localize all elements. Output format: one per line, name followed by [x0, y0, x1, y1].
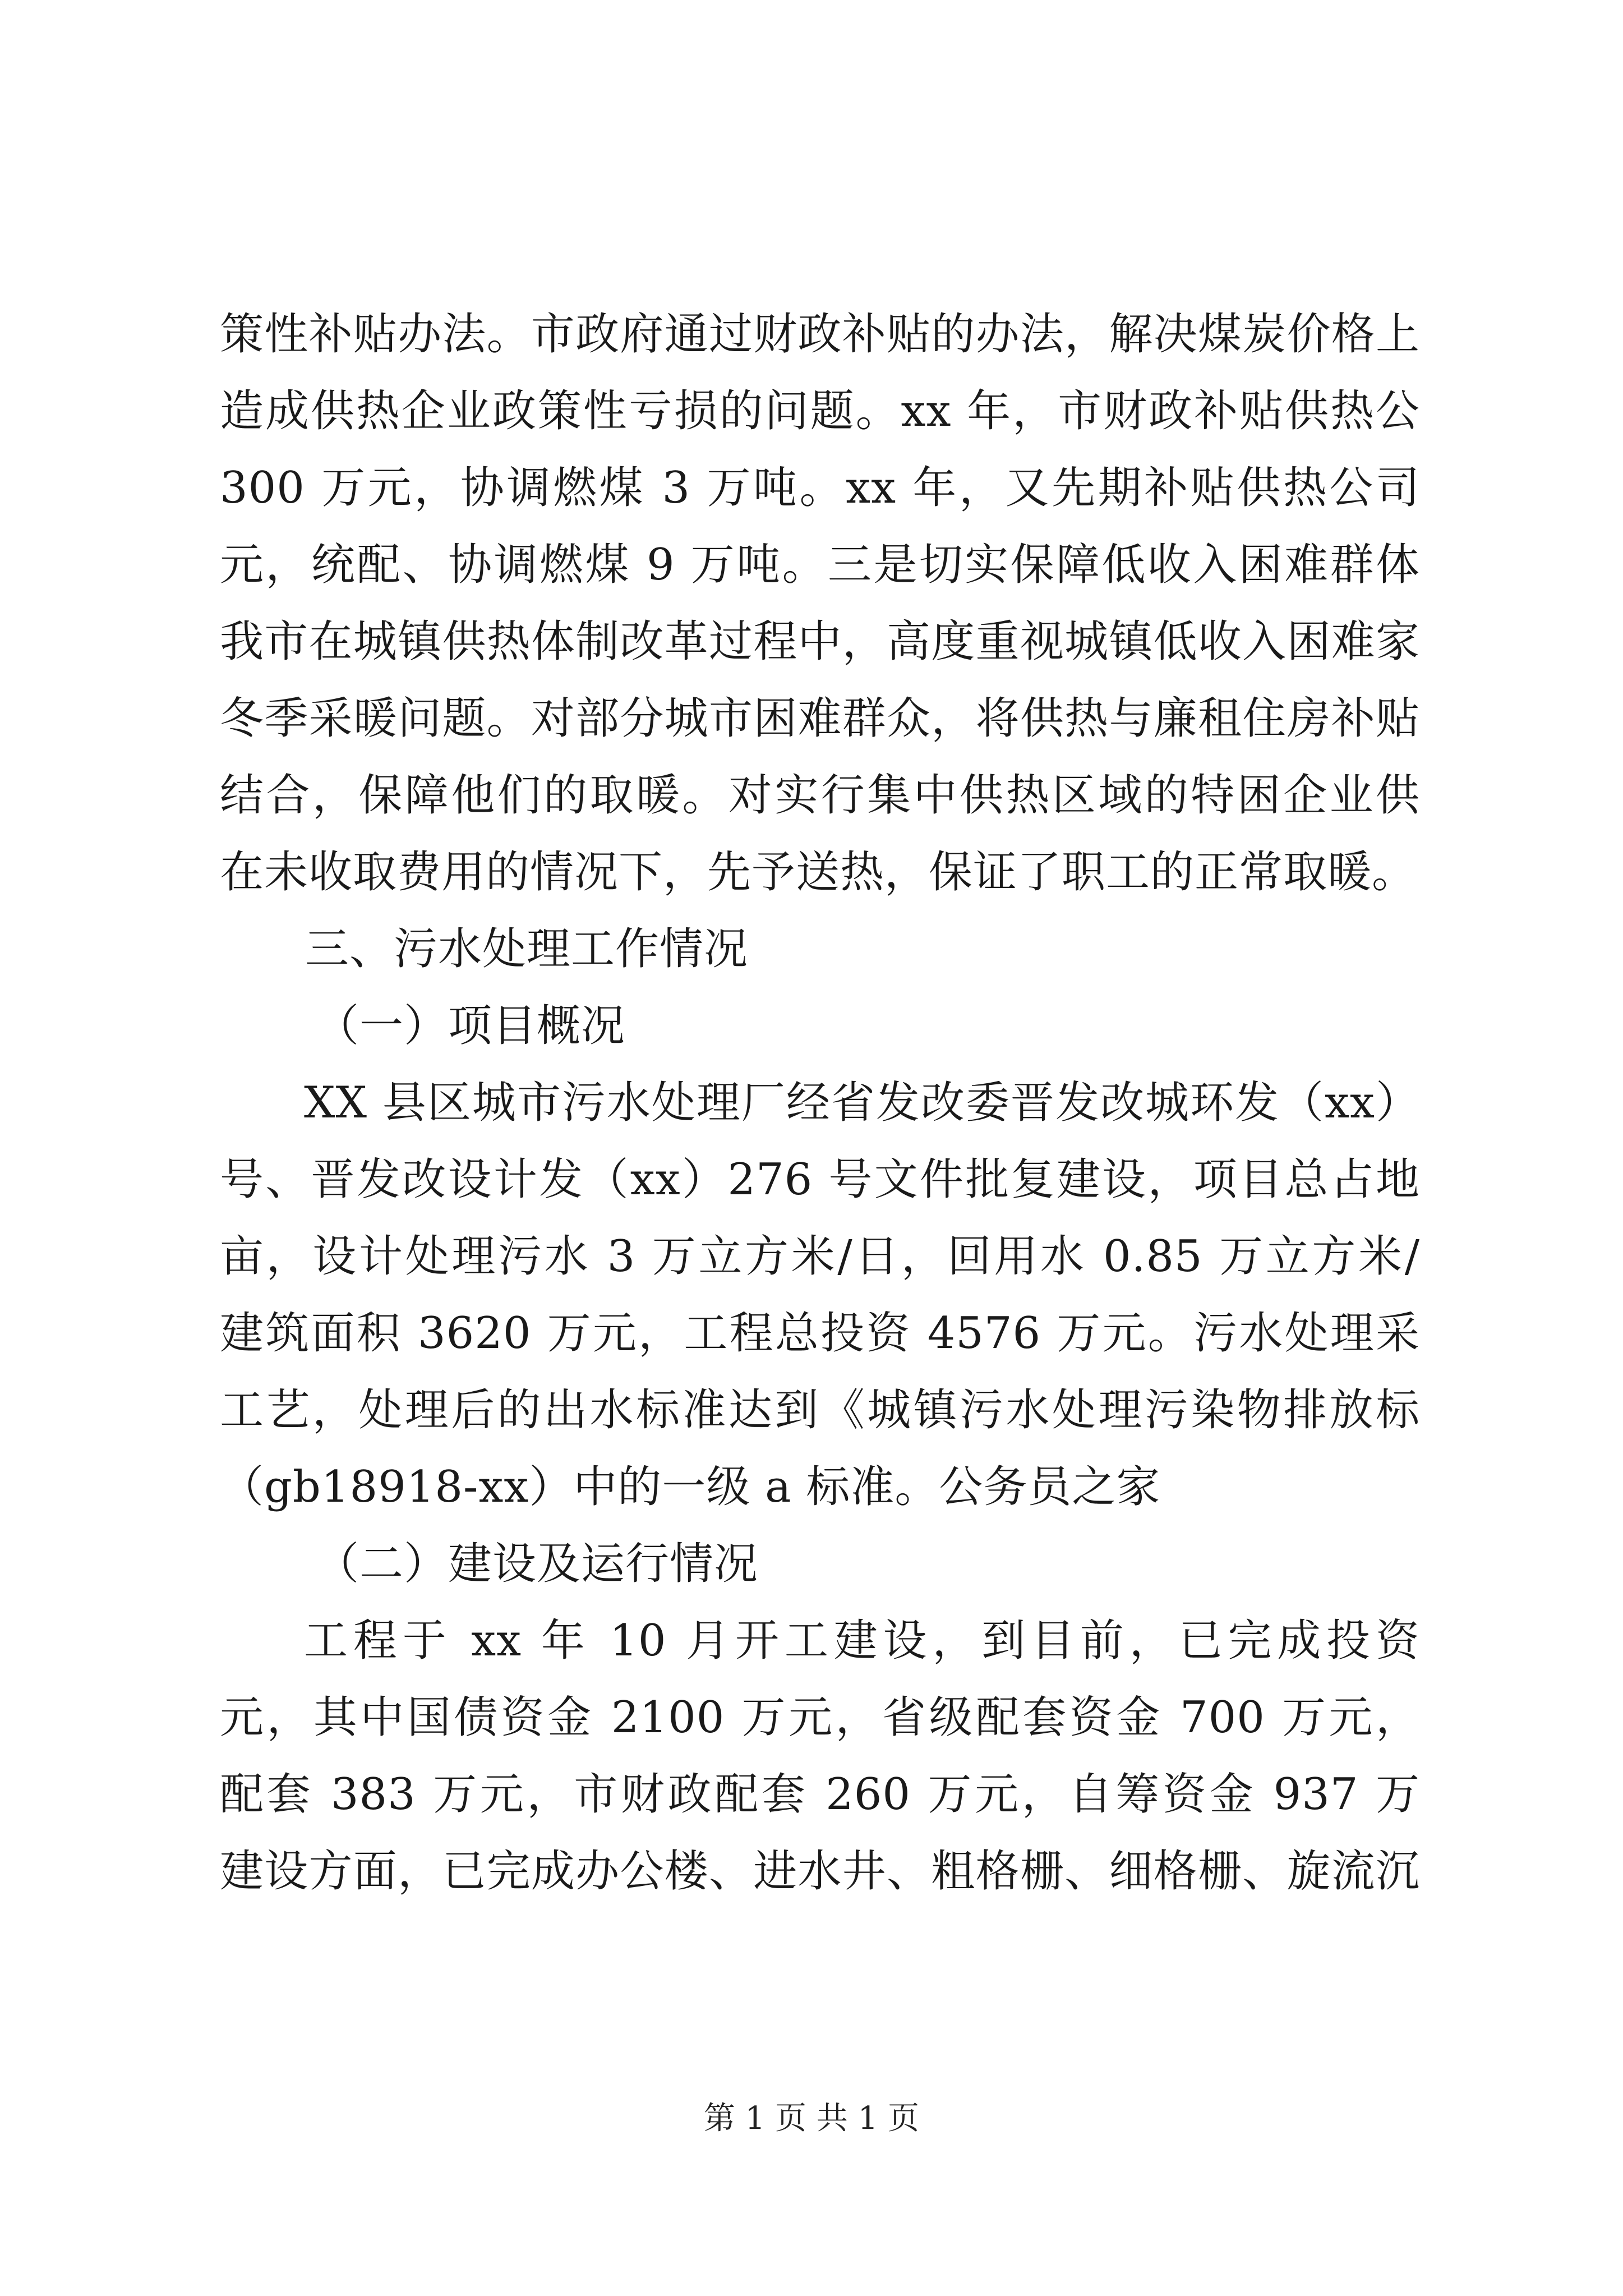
page-number-footer: 第 1 页 共 1 页	[703, 2100, 920, 2137]
text-line: 结合，保障他们的取暖。对实行集中供热区域的特困企业供	[220, 770, 1420, 821]
text-line: 造成供热企业政策性亏损的问题。xx 年，市财政补贴供热公	[220, 386, 1420, 436]
document-body	[220, 296, 1420, 1910]
text-line: 工艺，处理后的出水标准达到《城镇污水处理污染物排放标	[220, 1385, 1420, 1435]
subsection-heading: （一）项目概况	[315, 1001, 626, 1051]
text-line: XX 县区城市污水处理厂经省发改委晋发改城环发（xx）	[304, 1078, 1420, 1128]
text-line: 配套 383 万元，市财政配套 260 万元，自筹资金 937 万	[220, 1769, 1420, 1820]
text-line: 策性补贴办法。市政府通过财政补贴的办法，解决煤炭价格上	[220, 309, 1420, 360]
text-line: 在未收取费用的情况下，先予送热，保证了职工的正常取暖。	[220, 847, 1417, 898]
subsection-heading: （二）建设及运行情况	[315, 1539, 759, 1589]
text-line: 冬季采暖问题。对部分城市困难群众，将供热与廉租住房补贴	[220, 693, 1420, 744]
text-line: 元，统配、协调燃煤 9 万吨。三是切实保障低收入困难群体	[220, 540, 1420, 590]
text-line: 300 万元，协调燃煤 3 万吨。xx 年，又先期补贴供热公司	[220, 463, 1420, 513]
text-line: 号、晋发改设计发（xx）276 号文件批复建设，项目总占地	[220, 1154, 1420, 1205]
text-line: 我市在城镇供热体制改革过程中，高度重视城镇低收入困难家	[220, 616, 1420, 667]
text-line: 亩，设计处理污水 3 万立方米/日，回用水 0.85 万立方米/	[220, 1231, 1420, 1282]
text-line: 工程于 xx 年 10 月开工建设，到目前，已完成投资	[304, 1616, 1420, 1666]
text-line: 元，其中国债资金 2100 万元，省级配套资金 700 万元，	[220, 1692, 1420, 1743]
text-line: （gb18918-xx）中的一级 a 标准。公务员之家	[220, 1462, 1161, 1512]
text-line: 建筑面积 3620 万元，工程总投资 4576 万元。污水处理采	[220, 1308, 1420, 1359]
text-line: 建设方面，已完成办公楼、进水井、粗格栅、细格栅、旋流沉	[220, 1846, 1420, 1897]
section-heading: 三、污水处理工作情况	[305, 924, 749, 974]
